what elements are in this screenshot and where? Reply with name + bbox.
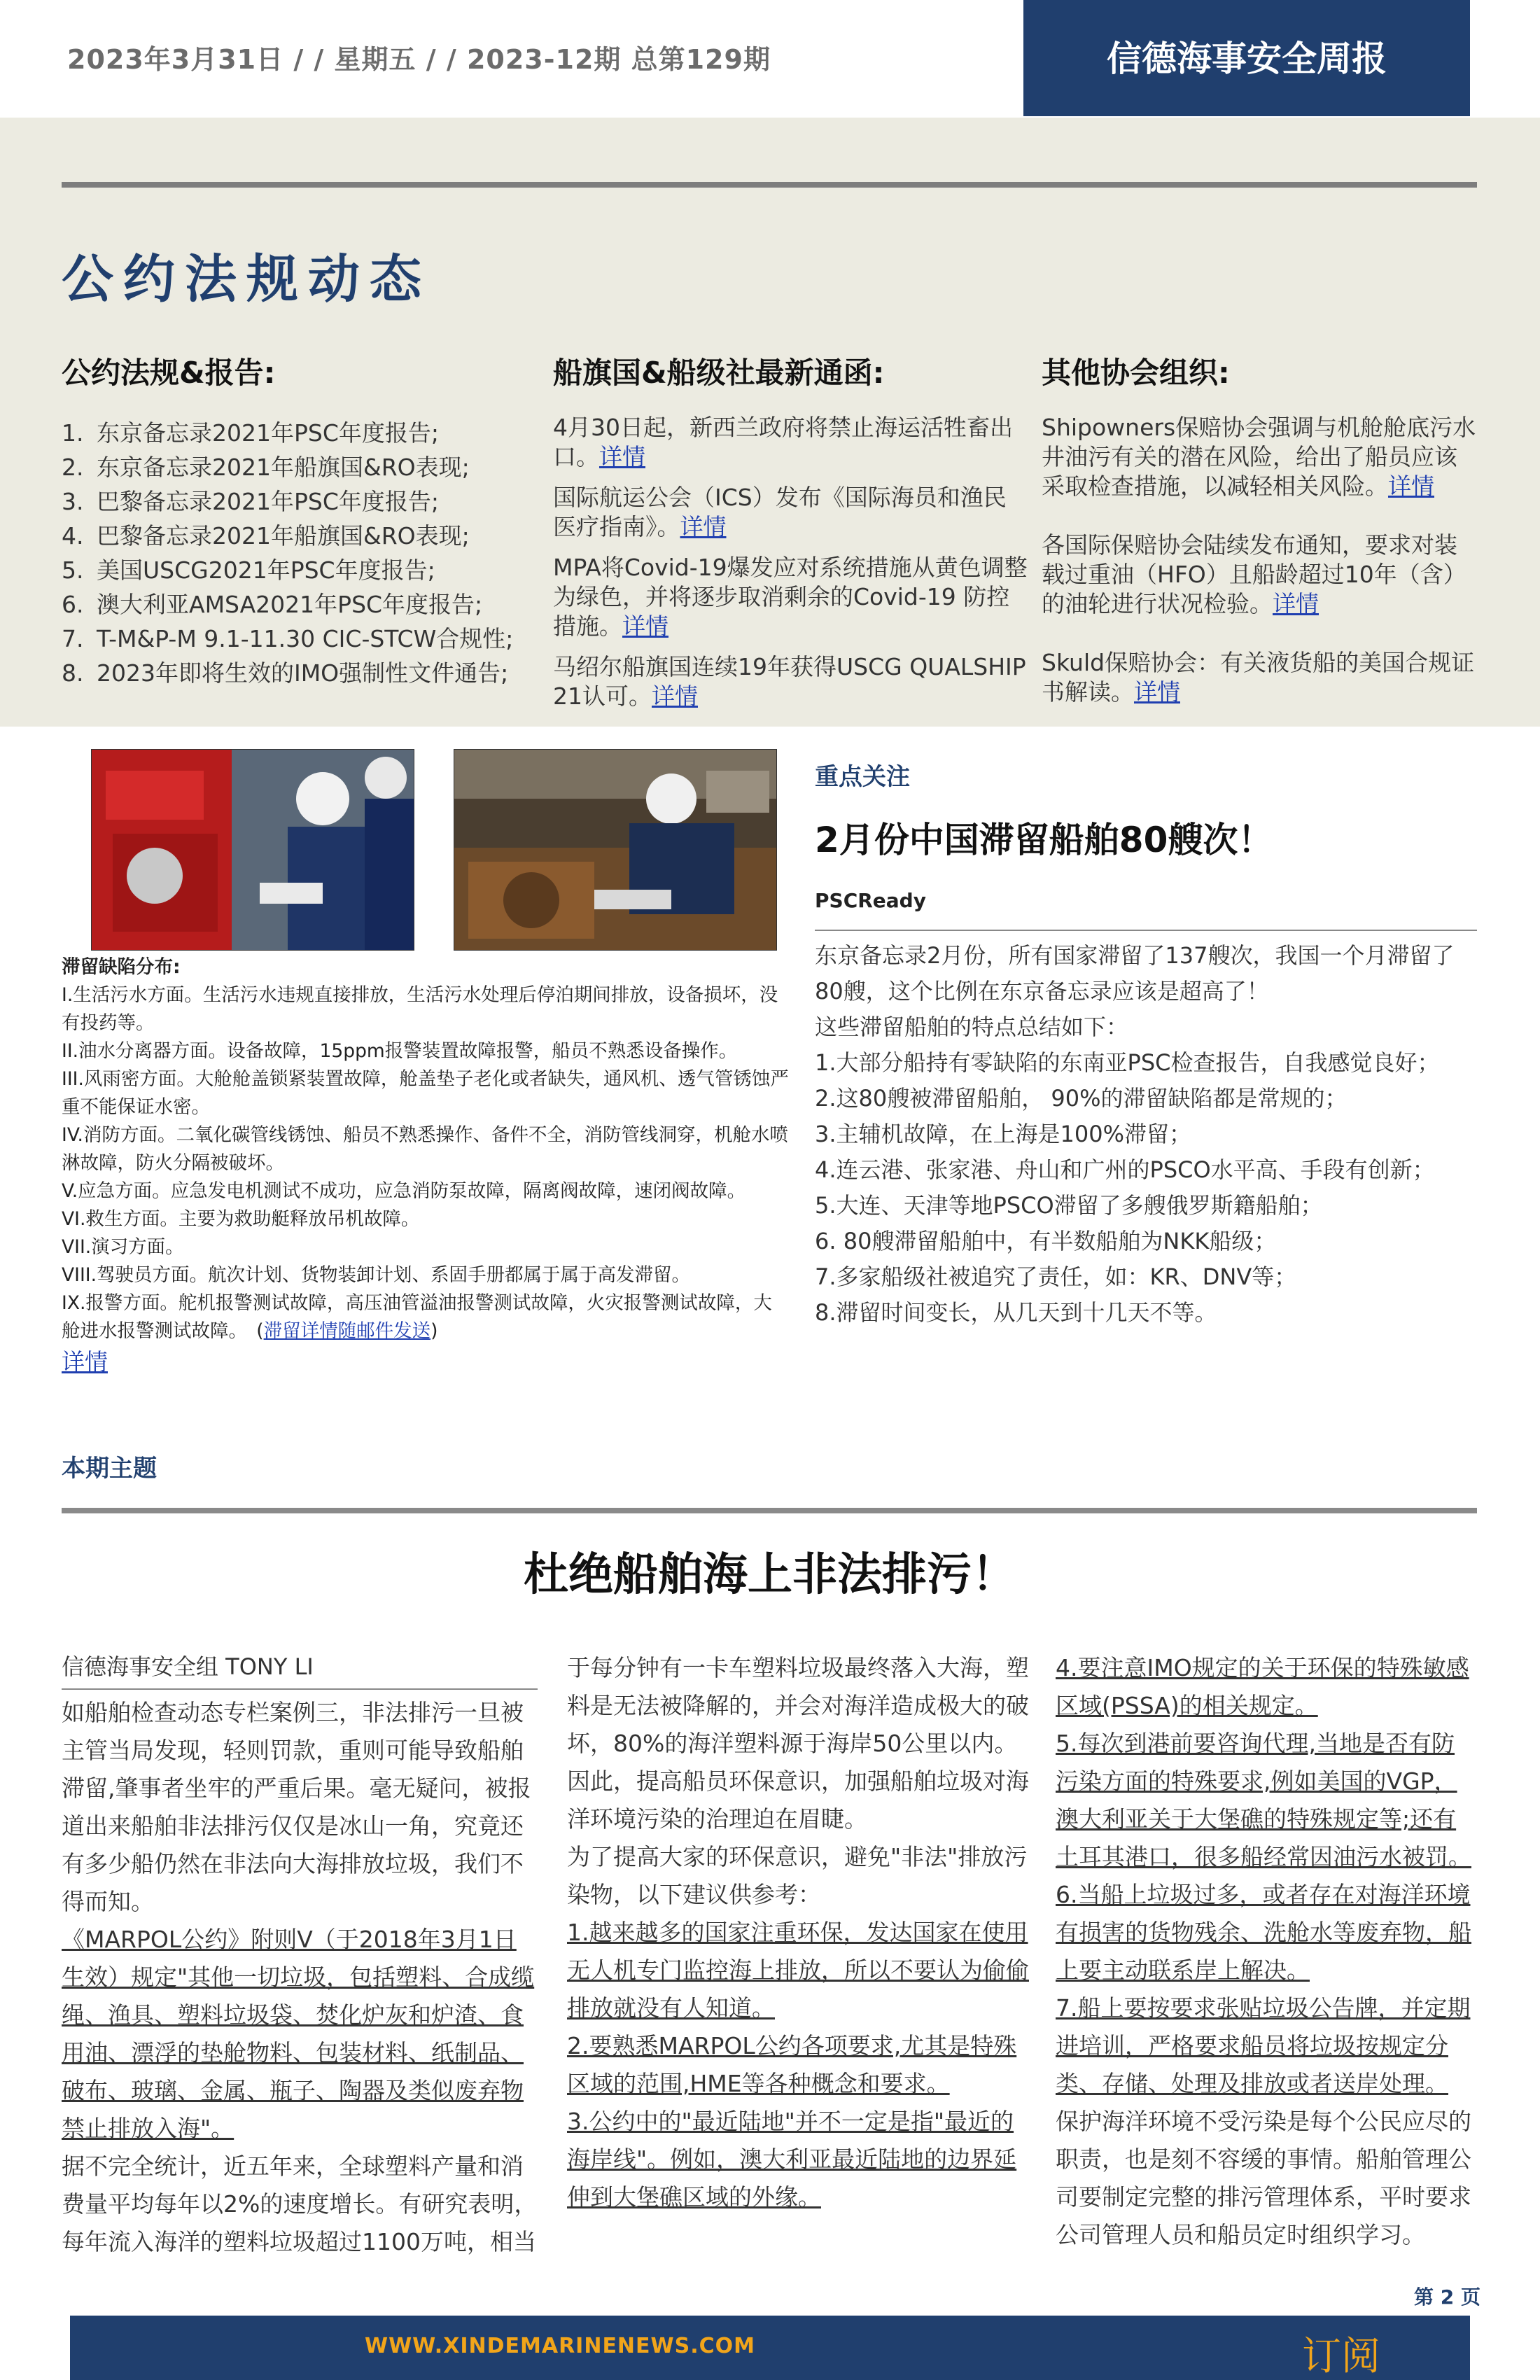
flag-notices-list: [553, 413, 1028, 722]
list-item: VI.救生方面。主要为救助艇释放吊机故障。: [62, 1208, 420, 1230]
suggestion-item: 2.要熟悉MARPOL公约各项要求,尤其是特殊区域的范围,HME等各种概念和要求。: [567, 2032, 1017, 2097]
list-item[interactable]: 2. 东京备忘录2021年船旗国&RO表现;: [62, 454, 470, 481]
details-link[interactable]: 详情: [62, 1348, 108, 1376]
list-item[interactable]: 6. 澳大利亚AMSA2021年PSC年度报告;: [62, 591, 483, 618]
list-item: Skuld保赔协会：有关液货船的美国合规证书解读。详情: [1042, 649, 1475, 706]
focus-divider: [815, 930, 1477, 931]
list-item: IV.消防方面。二氧化碳管线锈蚀、船员不熟悉操作、备件不全，消防管线洞穿，机舱水喷淋故障，防火分隔被破坏。: [62, 1124, 788, 1174]
inspection-photo-1: [91, 749, 414, 951]
article-title: 杜绝船舶海上非法排污！: [524, 1549, 1016, 1601]
list-item: 国际航运公会（ICS）发布《国际海员和渔民医疗指南》。详情: [553, 484, 1007, 540]
section-divider: [62, 182, 1477, 188]
paragraph: 8.滞留时间变长，从几天到十几天不等。: [815, 1299, 1217, 1326]
defects-title: 滞留缺陷分布:: [62, 956, 181, 978]
paragraph: 因此，提高船员环保意识，加强船舶垃圾对海洋环境污染的治理迫在眉睫。: [567, 1768, 1029, 1833]
page-number: 第 2 页: [1414, 2286, 1480, 2309]
paragraph: 据不完全统计，近五年来，全球塑料产量和消费量平均每年以2%的速度增长。有研究表明，每年流入海洋的塑料垃圾超过1100万吨，相当: [62, 2152, 538, 2255]
paragraph: 3.主辅机故障，在上海是100%滞留；: [815, 1121, 1192, 1147]
details-link[interactable]: 详情: [1388, 472, 1434, 500]
paragraph: 这些滞留船舶的特点总结如下：: [815, 1014, 1129, 1040]
publication-title-box: [1023, 0, 1470, 116]
associations-list: [1042, 413, 1478, 707]
suggestion-item: 3.公约中的"最近陆地"并不一定是指"最近的海岸线"。例如，澳大利亚最近陆地的边界延伸到大堡礁区域的外缘。: [567, 2108, 1017, 2211]
detention-defects: [62, 953, 790, 1379]
details-link[interactable]: 详情: [599, 443, 645, 470]
col-title-flag-notices: 船旗国&船级社最新通函:: [553, 356, 885, 390]
publication-title: 信德海事安全周报: [1107, 38, 1387, 79]
issue-date-line: 2023年3月31日 / / 星期五 / / 2023-12期 总第129期: [67, 44, 771, 75]
list-item: I.生活污水方面。生活污水违规直接排放，生活污水处理后停泊期间排放，设备损坏，没有投药等。: [62, 984, 778, 1034]
inspection-photo-2: [454, 749, 777, 951]
paragraph: 为了提高大家的环保意识，避免"非法"排放污染物，以下建议供参考：: [567, 1843, 1028, 1908]
paragraph: 7.多家船级社被追究了责任，如：KR、DNV等；: [815, 1264, 1297, 1290]
subscribe-button[interactable]: 订阅: [1302, 2334, 1380, 2379]
details-link[interactable]: 详情: [680, 513, 727, 540]
focus-label: 重点关注: [815, 763, 910, 791]
theme-divider: [62, 1508, 1477, 1513]
list-item: 马绍尔船旗国连续19年获得USCG QUALSHIP 21认可。详情: [553, 653, 1026, 710]
list-item: Shipowners保赔协会强调与机舱舱底污水井油污有关的潜在风险，给出了船员应该采取检查措施，以减轻相关风险。详情: [1042, 414, 1476, 500]
suggestion-item: 5.每次到港前要咨询代理,当地是否有防污染方面的特殊要求,例如美国的VGP，澳大利亚关于大堡礁的特殊规定等;还有土耳其港口，很多船经常因油污水被罚。: [1056, 1730, 1471, 1870]
details-link[interactable]: 详情: [1273, 590, 1319, 617]
list-item: 各国际保赔协会陆续发布通知，要求对装载过重油（HFO）且船龄超过10年（含）的油轮进行状况检验。详情: [1042, 531, 1466, 617]
suggestion-item: 1.越来越多的国家注重环保，发达国家在使用无人机专门监控海上排放，所以不要认为偷偷排放就没有人知道。: [567, 1919, 1029, 2022]
paragraph: 80艘，这个比例在东京备忘录应该是超高了！: [815, 978, 1269, 1004]
footer-bar: [70, 2316, 1470, 2380]
list-item: II.油水分离器方面。设备故障，15ppm报警装置故障报警，船员不熟悉设备操作。: [62, 1040, 738, 1062]
paragraph: 2.这80艘被滞留船舶， 90%的滞留缺陷都是常规的；: [815, 1085, 1348, 1112]
suggestion-item: 6.当船上垃圾过多，或者存在对海洋环境有损害的货物残余、洗舱水等废弃物，船上要主动联系岸上解决。: [1056, 1881, 1471, 1984]
list-item: IX.报警方面。舵机报警测试故障，高压油管溢油报警测试故障，火灾报警测试故障，大舱进水报警测试故障。 (滞留详情随邮件发送): [62, 1292, 772, 1342]
article-column-3: [1056, 1649, 1477, 2254]
paragraph: 4.连云港、张家港、舟山和广州的PSCO水平高、手段有创新；: [815, 1156, 1435, 1183]
paragraph: 于每分钟有一卡车塑料垃圾最终落入大海，塑料是无法被降解的，并会对海洋造成极大的破坏，80%的海洋塑料源于海岸50公里以内。: [567, 1654, 1029, 1757]
paragraph: 如船舶检查动态专栏案例三，非法排污一旦被主管当局发现，轻则罚款，重则可能导致船舶滞留,肇事者坐牢的严重后果。毫无疑问，被报道出来船舶非法排污仅仅是冰山一角，究竟还有多少船仍然在非法向大海排放垃圾，我们不得而知。: [62, 1699, 531, 1915]
website-link[interactable]: WWW.XINDEMARINENEWS.COM: [364, 2334, 756, 2358]
focus-title: 2月份中国滞留船舶80艘次！: [815, 820, 1273, 860]
list-item: III.风雨密方面。大舱舱盖锁紧装置故障，舱盖垫子老化或者缺失，通风机、透气管锈蚀严重不能保证水密。: [62, 1068, 789, 1118]
focus-body: [815, 938, 1477, 1331]
details-link[interactable]: 详情: [1134, 678, 1180, 706]
paragraph: 5.大连、天津等地PSCO滞留了多艘俄罗斯籍船舶；: [815, 1192, 1323, 1219]
details-link[interactable]: 详情: [622, 612, 668, 640]
list-item[interactable]: 1. 东京备忘录2021年PSC年度报告;: [62, 419, 439, 447]
article-column-1: [62, 1694, 538, 2261]
col-title-associations: 其他协会组织:: [1042, 356, 1230, 390]
email-details-link[interactable]: 滞留详情随邮件发送: [263, 1320, 431, 1342]
article-author: 信德海事安全组 TONY LI: [62, 1653, 314, 1680]
author-divider: [62, 1688, 538, 1690]
list-item: V.应急方面。应急发电机测试不成功，应急消防泵故障，隔离阀故障，速闭阀故障。: [62, 1180, 746, 1202]
list-item[interactable]: 3. 巴黎备忘录2021年PSC年度报告;: [62, 488, 439, 515]
section-heading: 公约法规动态: [62, 249, 431, 309]
paragraph: 1.大部分船持有零缺陷的东南亚PSC检查报告，自我感觉良好；: [815, 1049, 1440, 1076]
theme-label: 本期主题: [62, 1455, 157, 1483]
col-title-regulations: 公约法规&报告:: [62, 356, 276, 390]
paragraph: 保护海洋环境不受污染是每个公民应尽的职责，也是刻不容缓的事情。船舶管理公司要制定完整的排污管理体系，平时要求公司管理人员和船员定时组织学习。: [1056, 2108, 1471, 2248]
list-item[interactable]: 7. T-M&P-M 9.1-11.30 CIC-STCW合规性;: [62, 625, 514, 652]
focus-source: PSCReady: [815, 889, 926, 912]
list-item: MPA将Covid-19爆发应对系统措施从黄色调整为绿色，并将逐步取消剩余的Covid-19 防控措施。详情: [553, 554, 1028, 640]
suggestion-item: 4.要注意IMO规定的关于环保的特殊敏感区域(PSSA)的相关规定。: [1056, 1654, 1469, 1719]
list-item[interactable]: 5. 美国USCG2021年PSC年度报告;: [62, 556, 435, 584]
list-item[interactable]: 4. 巴黎备忘录2021年船旗国&RO表现;: [62, 522, 470, 550]
regulations-list: [62, 416, 538, 690]
details-link[interactable]: 详情: [652, 682, 698, 710]
suggestion-item: 7.船上要按要求张贴垃圾公告牌，并定期进培训，严格要求船员将垃圾按规定分类、存储、处理及排放或者送岸处理。: [1056, 1994, 1471, 2097]
list-item: 4月30日起，新西兰政府将禁止海运活牲畜出口。详情: [553, 414, 1013, 470]
list-item[interactable]: 8. 2023年即将生效的IMO强制性文件通告;: [62, 659, 509, 687]
paragraph: 6. 80艘滞留船舶中，有半数船舶为NKK船级；: [815, 1228, 1277, 1254]
paragraph: 东京备忘录2月份，所有国家滞留了137艘次，我国一个月滞留了: [815, 942, 1455, 969]
marpol-quote: 《MARPOL公约》附则V（于2018年3月1日生效）规定"其他一切垃圾，包括塑料、合成缆绳、渔具、塑料垃圾袋、焚化炉灰和炉渣、食用油、漂浮的垫舱物料、包装材料、纸制品、破布、玻璃、金属、瓶子、陶器及类似废弃物禁止排放入海"。: [62, 1926, 535, 2142]
article-column-2: [567, 1649, 1035, 2216]
list-item: VIII.驾驶员方面。航次计划、货物装卸计划、系固手册都属于属于高发滞留。: [62, 1264, 690, 1286]
list-item: VII.演习方面。: [62, 1236, 184, 1258]
